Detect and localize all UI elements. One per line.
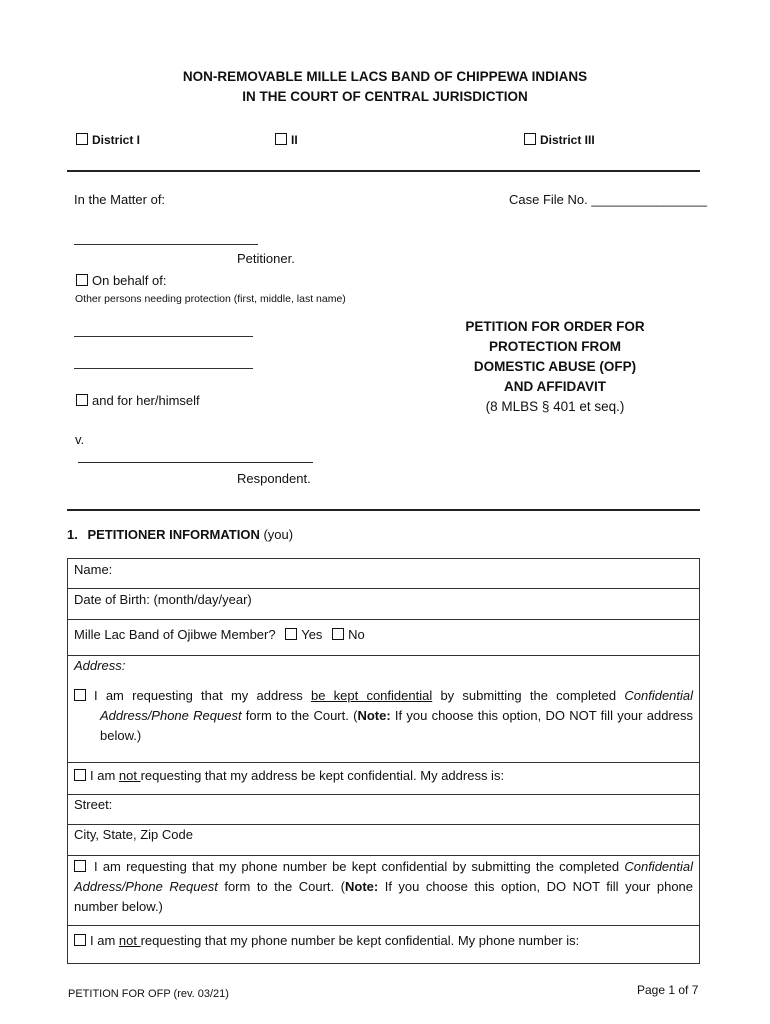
versus-label: v. (75, 432, 85, 447)
other-person-line-1[interactable] (74, 336, 253, 337)
other-person-line-2[interactable] (74, 368, 253, 369)
court-title-line1: NON-REMOVABLE MILLE LACS BAND OF CHIPPEWA INDIANS (182, 69, 588, 84)
phone-not-confidential-row[interactable]: I am not requesting that my phone number be kept confidential. My phone number is: (68, 926, 699, 963)
district-1-checkbox[interactable] (76, 133, 88, 145)
and-for-herself-option[interactable]: and for her/himself (76, 393, 200, 408)
phone-confidential-text: I am requesting that my phone number be kept confidential by submitting the completed Confidential Address/Phone Request form to the Court. (Note: If you choose this option, DO NOT fill your phone number below.) (74, 859, 694, 914)
respondent-name-line[interactable] (78, 462, 313, 463)
district-2-checkbox[interactable] (275, 133, 287, 145)
section-1-heading: 1. PETITIONER INFORMATION (you) (67, 527, 294, 542)
address-confidential-checkbox[interactable] (74, 689, 86, 701)
city-state-zip-row[interactable]: City, State, Zip Code (68, 825, 699, 856)
member-no-checkbox[interactable] (332, 628, 344, 640)
petition-title-line2: PROTECTION FROM (489, 339, 621, 354)
on-behalf-checkbox[interactable] (76, 274, 88, 286)
name-row[interactable]: Name: (68, 559, 699, 589)
dob-row[interactable]: Date of Birth: (month/day/year) (68, 589, 699, 620)
address-not-confidential-row[interactable]: I am not requesting that my address be kept confidential. My address is: (68, 763, 699, 795)
district-3-checkbox[interactable] (524, 133, 536, 145)
and-for-herself-checkbox[interactable] (76, 394, 88, 406)
court-title-line2: IN THE COURT OF CENTRAL JURISDICTION (242, 89, 528, 104)
petition-title-line4: AND AFFIDAVIT (504, 379, 606, 394)
petitioner-name-line[interactable] (74, 244, 258, 245)
petition-statute: (8 MLBS § 401 et seq.) (485, 399, 625, 414)
other-persons-label: Other persons needing protection (first, middle, last name) (75, 293, 346, 305)
address-label: Address: (74, 658, 126, 673)
divider-top (67, 170, 700, 172)
address-confidential-text[interactable]: I am requesting that my address be kept confidential by submitting the completed Confidential Address/Phone Request form to the Court. (Note: If you choose this option, DO NOT fill your address below.) (74, 686, 693, 746)
phone-confidential-checkbox[interactable] (74, 860, 86, 872)
address-not-confidential-checkbox[interactable] (74, 769, 86, 781)
street-row[interactable]: Street: (68, 795, 699, 825)
page-number: Page 1 of 7 (637, 983, 699, 997)
member-yes-option[interactable]: Yes (285, 627, 322, 642)
respondent-label: Respondent. (237, 471, 311, 486)
divider-bottom (67, 509, 700, 511)
member-row: Mille Lac Band of Ojibwe Member? Yes No (68, 620, 699, 656)
address-confidential-row (68, 656, 699, 763)
petitioner-info-table (67, 558, 700, 964)
phone-not-confidential-checkbox[interactable] (74, 934, 86, 946)
petition-title (440, 317, 670, 417)
petitioner-label: Petitioner. (237, 251, 295, 266)
on-behalf-option[interactable]: On behalf of: (76, 273, 166, 288)
member-yes-checkbox[interactable] (285, 628, 297, 640)
petition-title-line1: PETITION FOR ORDER FOR (465, 319, 645, 334)
form-footer-id: PETITION FOR OFP (rev. 03/21) (68, 988, 229, 1000)
in-the-matter-label: In the Matter of: (74, 192, 166, 207)
district-2-option[interactable]: II (275, 133, 298, 147)
district-3-option[interactable]: District III (524, 133, 595, 147)
member-no-option[interactable]: No (332, 627, 365, 642)
phone-confidential-row[interactable] (68, 856, 699, 926)
petition-title-line3: DOMESTIC ABUSE (OFP) (473, 359, 637, 374)
case-file-number[interactable]: Case File No. ________________ (509, 192, 708, 207)
district-1-option[interactable]: District I (76, 133, 140, 147)
